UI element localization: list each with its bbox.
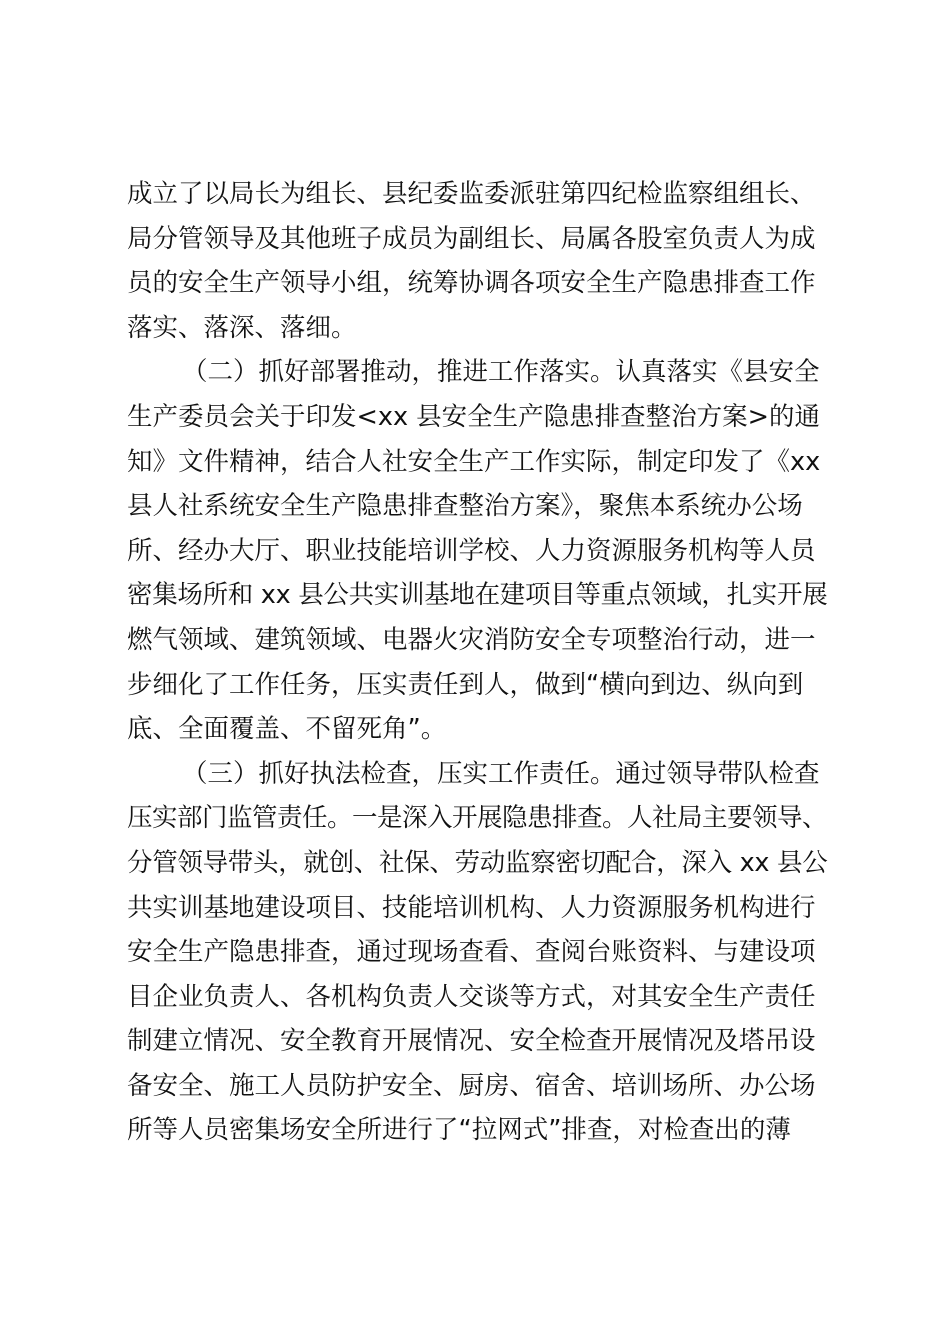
text-line: 局分管领导及其他班子成员为副组长、局属各股室负责人为成 <box>127 223 816 254</box>
text-line: 备安全、施工人员防护安全、厨房、宿舍、培训场所、办公场 <box>127 1070 816 1101</box>
text-line: 员的安全生产领导小组，统筹协调各项安全生产隐患排查工作 <box>127 268 816 299</box>
paragraph-3 <box>127 752 827 1153</box>
text-line: 所、经办大厅、职业技能培训学校、人力资源服务机构等人员 <box>127 535 816 566</box>
text-line-first: （二）抓好部署推动，推进工作落实。认真落实《县安全 <box>182 357 820 388</box>
text-line: 分管领导带头，就创、社保、劳动监察密切配合，深入 xx 县公 <box>127 847 828 878</box>
text-line: 步细化了工作任务，压实责任到人，做到“横向到边、纵向到 <box>127 669 804 700</box>
text-line: 目企业负责人、各机构负责人交谈等方式，对其安全生产责任 <box>127 981 816 1012</box>
text-line: 制建立情况、安全教育开展情况、安全检查开展情况及塔吊设 <box>127 1026 816 1057</box>
text-line-first: （三）抓好执法检查，压实工作责任。通过领导带队检查 <box>182 758 820 789</box>
text-line: 成立了以局长为组长、县纪委监委派驻第四纪检监察组组长、 <box>127 179 816 209</box>
text-line: 共实训基地建设项目、技能培训机构、人力资源服务机构进行 <box>127 892 816 923</box>
text-line: 生产委员会关于印发<xx 县安全生产隐患排查整治方案>的通 <box>127 401 821 432</box>
text-line: 县人社系统安全生产隐患排查整治方案》，聚焦本系统办公场 <box>127 491 803 522</box>
paragraph-1 <box>127 172 827 350</box>
text-line: 燃气领域、建筑领域、电器火灾消防安全专项整治行动，进一 <box>127 624 816 655</box>
text-line: 密集场所和 xx 县公共实训基地在建项目等重点领域，扎实开展 <box>127 580 828 611</box>
document-body <box>127 172 827 1153</box>
text-line: 所等人员密集场安全所进行了“拉网式”排查，对检查出的薄 <box>127 1115 791 1146</box>
paragraph-2 <box>127 350 827 751</box>
text-line: 压实部门监管责任。一是深入开展隐患排查。人社局主要领导、 <box>127 803 828 834</box>
text-line: 落实、落深、落细。 <box>127 312 357 343</box>
text-line: 底、全面覆盖、不留死角”。 <box>127 714 447 745</box>
text-line: 安全生产隐患排查，通过现场查看、查阅台账资料、与建设项 <box>127 937 816 968</box>
text-line: 知》文件精神，结合人社安全生产工作实际，制定印发了《xx <box>127 446 821 477</box>
